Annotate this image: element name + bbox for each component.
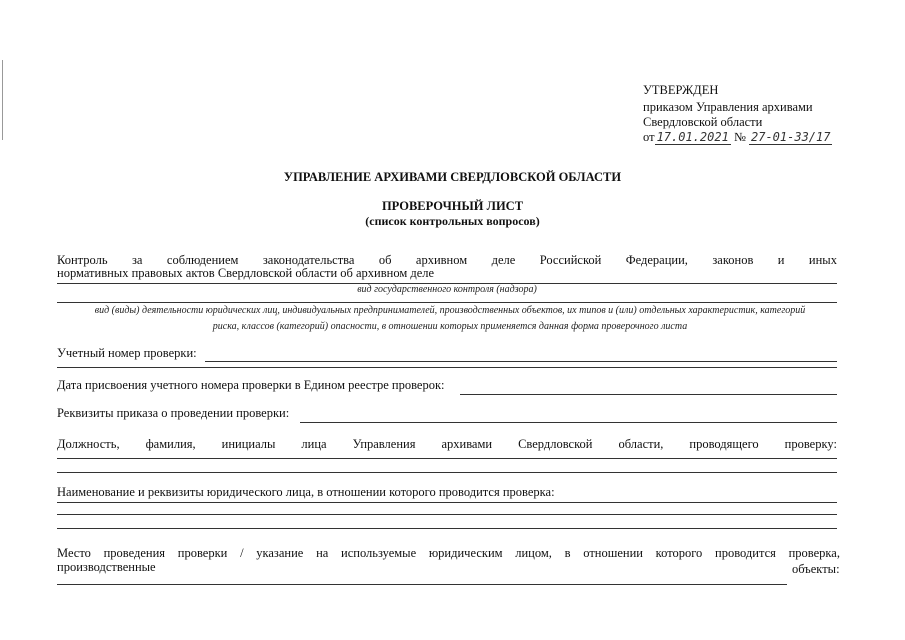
approval-region-line: Свердловской области xyxy=(643,115,763,129)
position-word: лица xyxy=(301,437,327,451)
control-word: Контроль xyxy=(57,253,108,267)
legal-entity-input-line-2[interactable] xyxy=(57,514,837,515)
document-title: ПРОВЕРОЧНЫЙ ЛИСТ xyxy=(381,199,524,213)
order-details-label: Реквизиты приказа о проведении проверки: xyxy=(57,406,290,420)
account-number-input-line[interactable] xyxy=(205,361,837,362)
control-word: соблюдением xyxy=(166,253,239,267)
control-word: Российской xyxy=(539,253,602,267)
position-word: области, xyxy=(618,437,664,451)
position-word: фамилия, xyxy=(145,437,196,451)
organization-heading: УПРАВЛЕНИЕ АРХИВАМИ СВЕРДЛОВСКОЙ ОБЛАСТИ xyxy=(283,170,622,184)
control-caption: вид государственного контроля (надзора) xyxy=(357,284,537,295)
place-label-line3: объекты: xyxy=(792,562,840,576)
scan-edge-mark xyxy=(2,60,3,140)
control-word: деле xyxy=(491,253,516,267)
legal-entity-label: Наименование и реквизиты юридического лица, в отношении которого проводится проверка: xyxy=(57,485,555,499)
place-word: проведения xyxy=(103,546,166,560)
account-number-extra-line[interactable] xyxy=(57,367,837,368)
control-word: законов xyxy=(712,253,754,267)
position-label-line xyxy=(57,437,837,452)
control-word: об xyxy=(378,253,392,267)
place-word: указание xyxy=(256,546,304,560)
activity-blank-line xyxy=(57,302,837,303)
place-word: в xyxy=(564,546,571,560)
legal-entity-input-line-3[interactable] xyxy=(57,528,837,529)
approval-order-line: приказом Управления архивами xyxy=(643,100,813,114)
number-prefix: № xyxy=(733,130,746,144)
legal-entity-input-line-1[interactable] xyxy=(57,502,837,503)
control-paragraph-line2: нормативных правовых актов Свердловской области об архивном деле xyxy=(57,266,435,280)
activity-caption-line1: вид (виды) деятельности юридических лиц, индивидуальных предпринимателей, производственных объектов, их типов и (или) отдельных характеристик, категорий xyxy=(94,305,806,316)
place-word: используемые xyxy=(341,546,417,560)
position-word: Свердловской xyxy=(518,437,593,451)
place-word: / xyxy=(240,546,244,560)
position-word: инициалы xyxy=(221,437,276,451)
control-word: и xyxy=(777,253,785,267)
assign-date-label: Дата присвоения учетного номера проверки в Едином реестре проверок: xyxy=(57,378,445,392)
place-word: юридическим xyxy=(428,546,503,560)
document-subtitle: (список контрольных вопросов) xyxy=(365,214,540,228)
control-word: Федерации, xyxy=(625,253,688,267)
position-word: Должность, xyxy=(57,437,120,451)
place-word: лицом, xyxy=(515,546,552,560)
control-word: законодательства xyxy=(262,253,355,267)
position-input-line-2[interactable] xyxy=(57,472,837,473)
assign-date-input-line[interactable] xyxy=(460,394,837,395)
approval-date-number xyxy=(643,130,832,145)
control-word: иных xyxy=(808,253,837,267)
position-word: проверку: xyxy=(784,437,837,451)
place-word: которого xyxy=(655,546,703,560)
approval-date-value: 17.01.2021 xyxy=(656,130,729,144)
position-input-line-1[interactable] xyxy=(57,458,837,459)
place-word: Место xyxy=(57,546,91,560)
control-word: за xyxy=(131,253,143,267)
control-word: архивном xyxy=(415,253,468,267)
place-word: проверки xyxy=(177,546,228,560)
position-word: проводящего xyxy=(689,437,759,451)
place-input-line[interactable] xyxy=(57,584,787,585)
position-word: архивами xyxy=(441,437,493,451)
account-number-label: Учетный номер проверки: xyxy=(57,346,197,360)
place-label-line2: производственные xyxy=(57,560,156,574)
approval-stamp-title: УТВЕРЖДЕН xyxy=(643,83,719,97)
place-word: отношении xyxy=(583,546,643,560)
approval-number-value: 27-01-33/17 xyxy=(751,130,831,144)
activity-caption-line2: риска, классов (категорий) опасности, в отношении которых применяется данная форма проверочного листа xyxy=(212,321,688,332)
place-word: проводится xyxy=(715,546,776,560)
position-word: Управления xyxy=(352,437,416,451)
place-word: на xyxy=(316,546,329,560)
place-word: проверка, xyxy=(788,546,840,560)
date-prefix: от xyxy=(643,130,655,144)
place-label-line xyxy=(57,546,840,561)
order-details-input-line[interactable] xyxy=(300,422,837,423)
